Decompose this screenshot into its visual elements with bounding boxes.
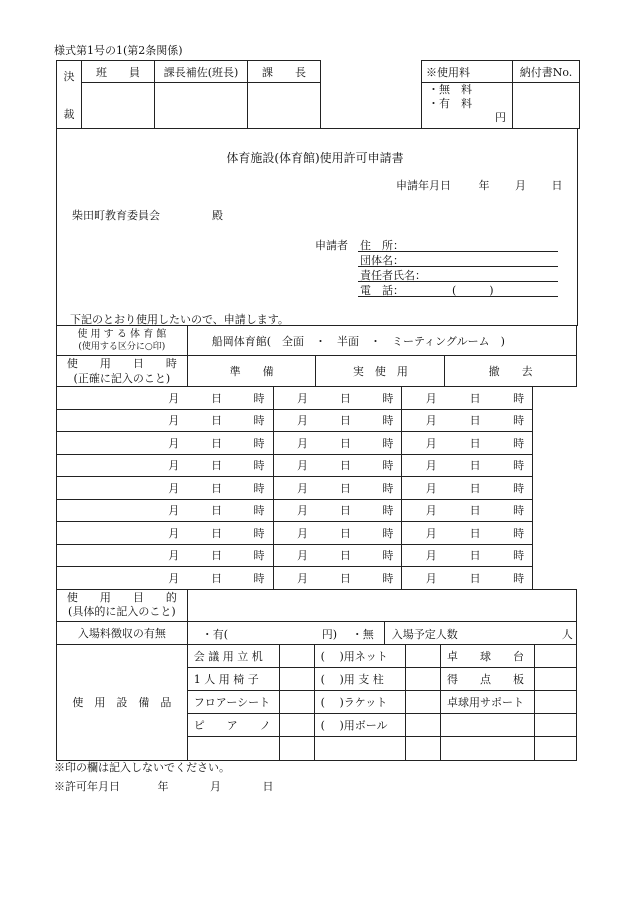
schedule-hour-cell[interactable]: 時 [230,544,273,567]
schedule-month-cell[interactable]: 月 [57,387,188,410]
equipment-item-quantity[interactable] [534,691,576,714]
entry-fee-yes[interactable]: ・有( [201,627,228,641]
schedule-row [57,409,577,432]
schedule-hour-cell[interactable]: 時 [359,522,402,545]
equipment-item-name [441,714,535,737]
permit-date [54,778,274,794]
schedule-day-cell[interactable]: 日 [445,544,489,567]
equipment-item-quantity[interactable] [279,645,314,668]
schedule-header-use: 実 使 用 [316,356,445,387]
schedule-header-prep: 準 備 [187,356,316,387]
approval-label [57,61,82,129]
equipment-row [188,714,576,737]
schedule-month-cell[interactable]: 月 [273,432,316,455]
schedule-hour-cell[interactable]: 時 [230,409,273,432]
application-date-month: 月 [515,179,526,192]
schedule-month-cell[interactable]: 月 [402,409,445,432]
schedule-day-cell[interactable]: 日 [445,499,489,522]
equipment-item-name: フロアーシート [188,691,280,714]
entry-fee-cell [187,621,576,644]
schedule-hour-cell[interactable]: 時 [230,387,273,410]
expected-attendance-unit: 人 [561,627,573,641]
equipment-cell [187,644,576,760]
page-title: 体育施設(体育館)使用許可申請書 [226,151,404,165]
schedule-row [57,432,577,455]
schedule-month-cell[interactable]: 月 [57,477,188,500]
schedule-hour-cell[interactable]: 時 [489,432,533,455]
schedule-month-cell[interactable]: 月 [57,544,188,567]
schedule-month-cell[interactable]: 月 [402,454,445,477]
schedule-row [57,522,577,545]
schedule-row [57,477,577,500]
schedule-label-1: 使 用 日 時 [66,357,177,370]
schedule-day-cell[interactable]: 日 [445,409,489,432]
schedule-month-cell[interactable]: 月 [402,567,445,590]
application-date [396,177,563,193]
schedule-label [57,356,188,387]
phone-line [358,296,558,297]
schedule-month-cell[interactable]: 月 [273,544,316,567]
equipment-item-quantity[interactable] [279,668,314,691]
addressee-honorific: 殿 [212,209,223,222]
schedule-hour-cell[interactable]: 時 [489,522,533,545]
schedule-hour-cell[interactable]: 時 [489,567,533,590]
schedule-hour-cell[interactable]: 時 [489,544,533,567]
schedule-row [57,567,577,590]
fee-yen: 円 [495,111,506,124]
equipment-item-quantity[interactable] [279,737,314,760]
schedule-hour-cell[interactable]: 時 [230,477,273,500]
entry-fee-label: 入場料徴収の有無 [57,621,188,644]
schedule-row [57,499,577,522]
schedule-hour-cell[interactable]: 時 [230,522,273,545]
schedule-row [57,454,577,477]
equipment-item-name: ( )ラケット [314,691,406,714]
permit-date-label: ※許可年月日 [54,780,120,793]
applicant-manager-label[interactable]: 責任者氏名： [360,269,426,282]
approval-col-staff: 班 員 [82,61,155,83]
entry-fee-no[interactable]: ・無 [351,627,374,641]
equipment-item-quantity[interactable] [279,691,314,714]
equipment-item-quantity[interactable] [406,645,441,668]
schedule-day-cell[interactable]: 日 [445,477,489,500]
schedule-month-cell[interactable]: 月 [57,499,188,522]
equipment-item-quantity[interactable] [534,668,576,691]
approval-table [56,60,321,129]
schedule-header-row [57,356,577,387]
schedule-month-cell[interactable]: 月 [57,522,188,545]
equipment-item-name: 卓 球 台 [441,645,535,668]
schedule-day-cell[interactable]: 日 [187,567,230,590]
schedule-month-cell[interactable]: 月 [402,522,445,545]
facility-label [57,326,188,356]
schedule-day-cell[interactable]: 日 [316,522,359,545]
schedule-hour-cell[interactable]: 時 [359,499,402,522]
equipment-item-name: 得 点 板 [441,668,535,691]
fee-free: ・無 料 [428,83,472,96]
schedule-hour-cell[interactable]: 時 [230,499,273,522]
approval-stamp-staff[interactable] [82,83,155,129]
equipment-item-quantity[interactable] [406,691,441,714]
schedule-hour-cell[interactable]: 時 [489,409,533,432]
schedule-hour-cell[interactable]: 時 [359,454,402,477]
schedule-day-cell[interactable]: 日 [316,432,359,455]
purpose-label-2: (具体的に記入のこと) [68,605,176,618]
schedule-day-cell[interactable]: 日 [316,387,359,410]
equipment-table [188,645,576,760]
schedule-day-cell[interactable]: 日 [316,567,359,590]
equipment-item-quantity[interactable] [534,645,576,668]
schedule-hour-cell[interactable]: 時 [359,477,402,500]
schedule-header-teardown: 撤 去 [445,356,577,387]
applicant-phone-paren: ( ) [452,284,494,297]
applicant-group-label[interactable]: 団体名： [360,254,404,267]
equipment-item-name [441,737,535,760]
schedule-hour-cell[interactable]: 時 [230,432,273,455]
schedule-day-cell[interactable]: 日 [187,544,230,567]
form-id: 様式第1号の1(第2条関係) [54,44,183,57]
equipment-item-quantity[interactable] [406,737,441,760]
schedule-hour-cell[interactable]: 時 [359,387,402,410]
schedule-day-cell[interactable]: 日 [187,477,230,500]
schedule-month-cell[interactable]: 月 [273,499,316,522]
approval-stamp-chief[interactable] [248,83,321,129]
facility-label-1: 使 用 す る 体 育 館 [77,328,167,340]
expected-attendance-label: 入場予定人数 [391,627,458,641]
schedule-day-cell[interactable]: 日 [316,544,359,567]
schedule-month-cell[interactable]: 月 [273,387,316,410]
schedule-hour-cell[interactable]: 時 [489,477,533,500]
approval-stamp-deputy[interactable] [155,83,248,129]
schedule-day-cell[interactable]: 日 [316,454,359,477]
schedule-day-cell[interactable]: 日 [445,454,489,477]
invoice-number-field[interactable] [513,83,580,129]
purpose-label-1: 使 用 目 的 [66,591,177,604]
applicant-phone-label[interactable]: 電 話： [360,284,404,297]
schedule-month-cell[interactable]: 月 [402,477,445,500]
equipment-item-name: 会 議 用 立 机 [188,645,280,668]
equipment-item-name: 1 人 用 椅 子 [188,668,280,691]
addressee-name: 柴田町教育委員会 [72,209,160,222]
schedule-month-cell[interactable]: 月 [402,387,445,410]
facility-choice[interactable]: 船岡体育館( 全面 ・ 半面 ・ ミーティングルーム ) [187,326,576,356]
footer-note: ※印の欄は記入しないでください。 [54,761,230,774]
schedule-hour-cell[interactable]: 時 [230,567,273,590]
equipment-item-name: ( )用 支 柱 [314,668,406,691]
schedule-month-cell[interactable]: 月 [273,409,316,432]
schedule-rows [57,387,577,590]
schedule-month-cell[interactable]: 月 [57,567,188,590]
approval-col-deputy: 課長補佐(班長) [155,61,248,83]
schedule-hour-cell[interactable]: 時 [359,409,402,432]
schedule-hour-cell[interactable]: 時 [489,454,533,477]
permit-date-day: 日 [262,780,274,793]
schedule-row [57,387,577,410]
schedule-day-cell[interactable]: 日 [316,499,359,522]
equipment-item-quantity[interactable] [406,668,441,691]
application-date-year: 年 [478,179,490,192]
schedule-label-2: (正確に記入のこと) [73,372,171,385]
equipment-item-name: 卓球用サポート [441,691,535,714]
details-table [56,325,577,761]
equipment-item-name [188,737,280,760]
schedule-month-cell[interactable]: 月 [57,454,188,477]
purpose-label [57,589,188,621]
schedule-day-cell[interactable]: 日 [316,409,359,432]
schedule-day-cell[interactable]: 日 [187,454,230,477]
schedule-hour-cell[interactable]: 時 [230,454,273,477]
schedule-day-cell[interactable]: 日 [187,432,230,455]
equipment-item-quantity[interactable] [406,714,441,737]
schedule-hour-cell[interactable]: 時 [359,544,402,567]
schedule-month-cell[interactable]: 月 [273,477,316,500]
application-date-day: 日 [551,179,563,192]
schedule-day-cell[interactable]: 日 [316,477,359,500]
schedule-day-cell[interactable]: 日 [445,432,489,455]
schedule-day-cell[interactable]: 日 [187,409,230,432]
schedule-day-cell[interactable]: 日 [187,522,230,545]
schedule-month-cell[interactable]: 月 [402,499,445,522]
schedule-day-cell[interactable]: 日 [445,522,489,545]
schedule-hour-cell[interactable]: 時 [489,387,533,410]
equipment-item-name: ( )用ネット [314,645,406,668]
approval-label-2: 裁 [63,107,75,121]
schedule-day-cell[interactable]: 日 [445,387,489,410]
applicant-label: 申請者 [315,239,348,252]
equipment-item-quantity[interactable] [534,714,576,737]
equipment-row [188,645,576,668]
fee-options [422,83,513,129]
equipment-label: 使 用 設 備 品 [57,644,188,760]
schedule-month-cell[interactable]: 月 [273,454,316,477]
schedule-month-cell[interactable]: 月 [402,432,445,455]
purpose-field[interactable] [187,589,576,621]
schedule-month-cell[interactable]: 月 [57,432,188,455]
schedule-hour-cell[interactable]: 時 [489,499,533,522]
facility-label-2: (使用する区分に○印) [78,341,166,352]
approval-col-chief: 課 長 [248,61,321,83]
schedule-month-cell[interactable]: 月 [273,522,316,545]
equipment-item-quantity[interactable] [279,714,314,737]
permit-date-year: 年 [157,780,169,793]
fee-paid: ・有 料 [428,97,472,110]
equipment-row [188,737,576,760]
fee-table [421,60,580,129]
schedule-month-cell[interactable]: 月 [273,567,316,590]
equipment-row [188,668,576,691]
application-date-label: 申請年月日 [396,179,451,192]
intro-text: 下記のとおり使用したいので、申請します。 [70,313,289,326]
schedule-month-cell[interactable]: 月 [57,409,188,432]
schedule-row [57,544,577,567]
permit-date-month: 月 [210,780,221,793]
schedule-day-cell[interactable]: 日 [187,387,230,410]
schedule-hour-cell[interactable]: 時 [359,432,402,455]
entry-fee-yen: 円) [321,627,337,641]
schedule-day-cell[interactable]: 日 [445,567,489,590]
fee-header: ※使用料 [422,61,513,83]
equipment-item-name [314,737,406,760]
equipment-item-name: ピ ア ノ [188,714,280,737]
invoice-header: 納付書No. [513,61,580,83]
schedule-day-cell[interactable]: 日 [187,499,230,522]
equipment-item-quantity[interactable] [534,737,576,760]
equipment-row [188,691,576,714]
applicant-address-label[interactable]: 住 所： [360,239,404,252]
equipment-item-name: ( )用ボール [314,714,406,737]
schedule-month-cell[interactable]: 月 [402,544,445,567]
schedule-hour-cell[interactable]: 時 [359,567,402,590]
approval-label-1: 決 [63,69,75,83]
